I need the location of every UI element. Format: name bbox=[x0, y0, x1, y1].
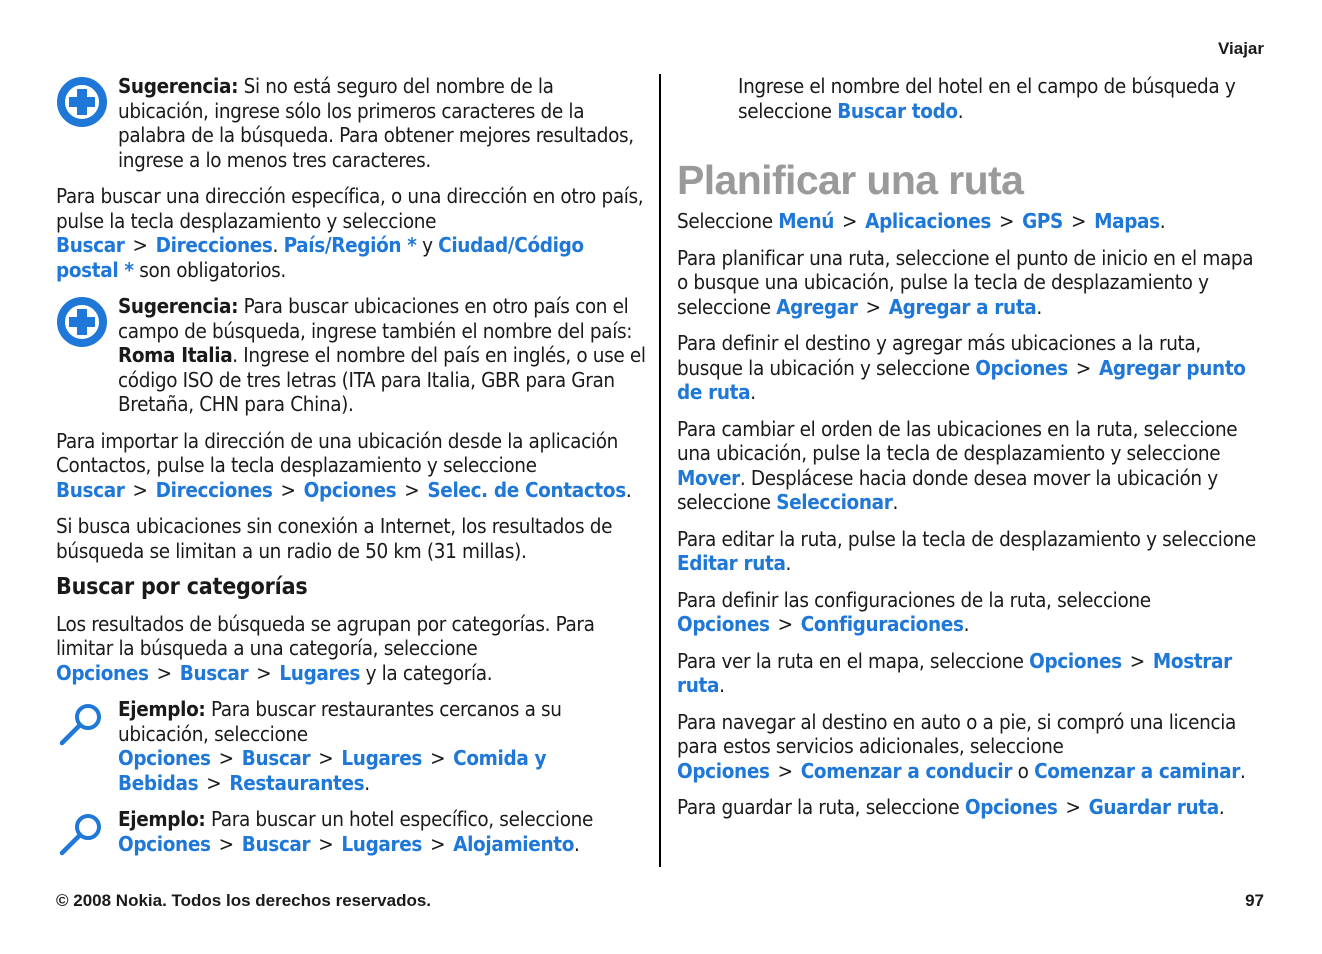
example-note-1: Ejemplo: Para buscar restaurantes cercanos a su ubicación, seleccione Opciones > Buscar > Lugares > Comida y Bebidas > Restaurantes. bbox=[56, 697, 648, 795]
link-lugares[interactable]: Lugares bbox=[341, 746, 423, 770]
link-agregar[interactable]: Agregar bbox=[776, 294, 858, 319]
link-comida-bebidas[interactable]: Comida y Bebidas bbox=[118, 746, 547, 795]
link-opciones[interactable]: Opciones bbox=[56, 660, 149, 685]
link-lugares[interactable]: Lugares bbox=[341, 831, 423, 856]
link-alojamiento[interactable]: Alojamiento bbox=[453, 831, 575, 856]
link-seleccionar[interactable]: Seleccionar bbox=[776, 490, 893, 514]
link-buscar[interactable]: Buscar bbox=[179, 660, 249, 685]
paragraph-categorias: Los resultados de búsqueda se agrupan por categorías. Para limitar la búsqueda a una categoría, seleccione Opciones > Buscar > Lugares y la categoría. bbox=[56, 611, 595, 685]
paragraph-importar-direccion: Para importar la dirección de una ubicación desde la aplicación Contactos, pulse la tecla desplazamiento y seleccione Buscar > Direcciones > Opciones > Selec. de Contactos. bbox=[56, 428, 632, 502]
link-ciudad-codigo[interactable]: Ciudad/Código postal * bbox=[56, 233, 584, 282]
plus-circle-icon bbox=[56, 296, 108, 348]
link-opciones[interactable]: Opciones bbox=[677, 612, 770, 636]
example-label: Ejemplo: bbox=[118, 807, 206, 831]
paragraph-buscar-direccion: Para buscar una dirección específica, o una dirección en otro país, pulse la tecla desplazamiento y seleccione Buscar > Direcciones. País/Región * y Ciudad/Código postal * son obligatorios. bbox=[56, 184, 644, 282]
link-comenzar-conducir[interactable]: Comenzar a conducir bbox=[800, 758, 1013, 783]
tip-label: Sugerencia: bbox=[118, 74, 239, 98]
link-buscar[interactable]: Buscar bbox=[241, 746, 311, 770]
link-buscar[interactable]: Buscar bbox=[56, 477, 125, 502]
section-label: Viajar bbox=[1217, 39, 1264, 58]
link-opciones[interactable]: Opciones bbox=[677, 758, 770, 783]
link-agregar-punto-ruta[interactable]: Agregar punto de ruta bbox=[677, 355, 1246, 404]
link-buscar-todo[interactable]: Buscar todo bbox=[837, 98, 958, 123]
paragraph-ver-ruta: Para ver la ruta en el mapa, seleccione Opciones > Mostrar ruta. bbox=[677, 648, 1232, 697]
paragraph-navegar: Para navegar al destino en auto o a pie, si compró una licencia para estos servicios adicionales, seleccione Opciones > Comenzar a conducir o Comenzar a caminar. bbox=[677, 709, 1246, 783]
magnifier-icon bbox=[56, 699, 108, 751]
copyright: © 2008 Nokia. Todos los derechos reservados. bbox=[56, 891, 432, 910]
link-direcciones[interactable]: Direcciones bbox=[155, 233, 273, 257]
paragraph-configuraciones: Para definir las configuraciones de la ruta, seleccione Opciones > Configuraciones. bbox=[677, 587, 1151, 636]
link-configuraciones[interactable]: Configuraciones bbox=[800, 612, 964, 636]
link-aplicaciones[interactable]: Aplicaciones bbox=[865, 209, 991, 233]
link-direcciones[interactable]: Direcciones bbox=[155, 477, 273, 502]
link-lugares[interactable]: Lugares bbox=[279, 660, 361, 685]
paragraph-guardar-ruta: Para guardar la ruta, seleccione Opciones > Guardar ruta. bbox=[677, 795, 1225, 819]
link-opciones[interactable]: Opciones bbox=[303, 477, 397, 502]
paragraph-seleccione-menu: Seleccione Menú > Aplicaciones > GPS > Mapas. bbox=[677, 209, 1166, 233]
tip-text: Si no está seguro del nombre de la ubicación, ingrese sólo los primeros caracteres de la palabra de la búsqueda. Para obtener mejores resultados, ingrese a lo menos tres caracteres. bbox=[118, 74, 634, 172]
left-column bbox=[56, 74, 648, 868]
link-comenzar-caminar[interactable]: Comenzar a caminar bbox=[1034, 758, 1240, 783]
link-gps[interactable]: GPS bbox=[1022, 209, 1063, 233]
link-mover[interactable]: Mover bbox=[677, 465, 740, 490]
link-pais-region[interactable]: País/Región * bbox=[283, 233, 417, 257]
link-opciones[interactable]: Opciones bbox=[975, 355, 1068, 380]
tip-note-2: Sugerencia: Para buscar ubicaciones en otro país con el campo de búsqueda, ingrese también el nombre del país: Roma Italia. Ingrese el nombre del país en inglés, o use el código ISO de tres letras (ITA para Italia, GBR para Gran Bretaña, CHN para China). bbox=[56, 294, 648, 417]
page-title: Planificar una ruta bbox=[677, 157, 1024, 203]
example-note-2: Ejemplo: Para buscar un hotel específico, seleccione Opciones > Buscar > Lugares > Alojamiento. bbox=[56, 807, 648, 856]
example-label: Ejemplo: bbox=[118, 697, 206, 721]
paragraph-planificar: Para planificar una ruta, seleccione el punto de inicio en el mapa o busque una ubicación, pulse la tecla de desplazamiento y seleccione Agregar > Agregar a ruta. bbox=[677, 245, 1254, 319]
link-opciones[interactable]: Opciones bbox=[118, 831, 211, 856]
column-divider bbox=[659, 74, 661, 867]
tip-note-1 bbox=[56, 74, 648, 172]
paragraph-sin-conexion: Si busca ubicaciones sin conexión a Internet, los resultados de búsqueda se limitan a un radio de 50 km (31 millas). bbox=[56, 514, 613, 563]
subheading-buscar-categorias: Buscar por categorías bbox=[56, 574, 308, 600]
link-guardar-ruta[interactable]: Guardar ruta bbox=[1088, 795, 1219, 819]
link-opciones[interactable]: Opciones bbox=[118, 746, 211, 770]
paragraph-definir-destino: Para definir el destino y agregar más ubicaciones a la ruta, busque la ubicación y seleccione Opciones > Agregar punto de ruta. bbox=[677, 331, 1246, 404]
link-menu[interactable]: Menú bbox=[778, 209, 835, 233]
paragraph-editar-ruta: Para editar la ruta, pulse la tecla de desplazamiento y seleccione Editar ruta. bbox=[677, 526, 1256, 575]
link-opciones[interactable]: Opciones bbox=[1029, 648, 1122, 673]
tip-label: Sugerencia: bbox=[118, 294, 239, 318]
right-column bbox=[677, 74, 1269, 832]
plus-circle-icon bbox=[56, 76, 108, 128]
example-country-name: Roma Italia bbox=[118, 343, 233, 367]
link-restaurantes[interactable]: Restaurantes bbox=[229, 770, 365, 795]
link-selec-contactos[interactable]: Selec. de Contactos bbox=[427, 477, 626, 502]
paragraph-cambiar-orden: Para cambiar el orden de las ubicaciones en la ruta, seleccione una ubicación, pulse la tecla de desplazamiento y seleccione Mover. Desplácese hacia donde desea mover la ubicación y seleccione Seleccionar. bbox=[677, 416, 1238, 514]
page-number: 97 bbox=[1245, 891, 1264, 910]
link-buscar[interactable]: Buscar bbox=[56, 233, 125, 257]
magnifier-icon bbox=[56, 809, 108, 861]
link-buscar[interactable]: Buscar bbox=[241, 831, 311, 856]
paragraph-hotel: Ingrese el nombre del hotel en el campo de búsqueda y seleccione Buscar todo. bbox=[738, 74, 1236, 123]
link-mapas[interactable]: Mapas bbox=[1094, 209, 1160, 233]
link-mostrar-ruta[interactable]: Mostrar ruta bbox=[677, 648, 1232, 697]
link-opciones[interactable]: Opciones bbox=[964, 795, 1058, 819]
link-editar-ruta[interactable]: Editar ruta bbox=[677, 551, 786, 575]
link-agregar-a-ruta[interactable]: Agregar a ruta bbox=[888, 294, 1037, 319]
